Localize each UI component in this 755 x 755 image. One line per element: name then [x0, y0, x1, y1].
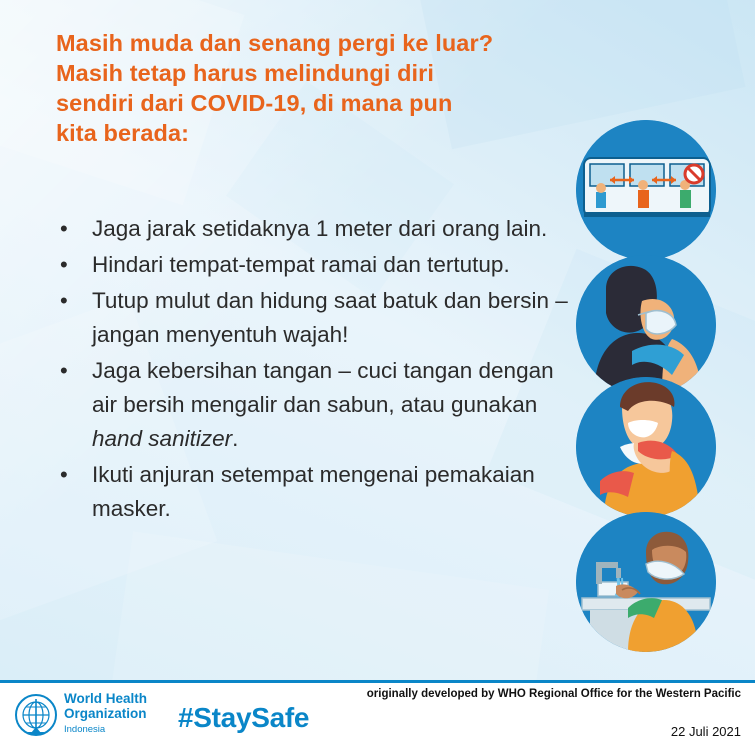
- headline-line: kita berada:: [56, 120, 190, 146]
- list-item: [48, 284, 578, 352]
- wash-hands-illustration: [576, 512, 716, 652]
- who-country-label: Indonesia: [64, 724, 106, 735]
- bullet-distance: Jaga jarak setidaknya 1 meter dari orang lain.: [92, 216, 548, 241]
- list-item: [48, 354, 578, 456]
- headline-line: sendiri dari COVID-19, di mana pun: [56, 90, 453, 116]
- who-wordmark: [64, 692, 147, 738]
- cover-cough-illustration: [576, 377, 716, 517]
- bullet-marker: •: [60, 358, 68, 383]
- credit-text: originally developed by WHO Regional Office for the Western Pacific: [366, 688, 741, 700]
- bullet-hands-before: Jaga kebersihan tangan – cuci tangan dengan air bersih mengalir dan sabun, atau gunakan: [92, 358, 554, 417]
- bullet-hands-italic: hand sanitizer: [92, 426, 233, 451]
- who-line-2: Organization: [64, 705, 147, 721]
- footer: [0, 680, 755, 755]
- bullet-marker: •: [60, 462, 68, 487]
- headline-line: Masih tetap harus melindungi diri: [56, 60, 435, 86]
- page-title: [56, 28, 616, 148]
- cover-cough-icon: [576, 377, 716, 517]
- bullet-mask: Ikuti anjuran setempat mengenai pemakaian masker.: [92, 462, 535, 521]
- bullet-cough: Tutup mulut dan hidung saat batuk dan bersin – jangan menyentuh wajah!: [92, 288, 568, 347]
- footer-divider: [0, 680, 755, 683]
- bullet-hands-after: .: [232, 426, 239, 451]
- who-logo: [14, 692, 147, 738]
- list-item: [48, 212, 578, 246]
- headline-line: Masih muda dan senang pergi ke luar?: [56, 30, 494, 56]
- bullet-marker: •: [60, 288, 68, 313]
- advice-list: [48, 212, 578, 528]
- bus-distancing-illustration: [576, 120, 716, 260]
- who-line-1: World Health: [64, 691, 148, 706]
- avoid-crowds-icon: [576, 255, 716, 395]
- bullet-crowds: Hindari tempat-tempat ramai dan tertutup.: [92, 252, 510, 277]
- who-emblem-icon: [14, 693, 58, 737]
- list-item: [48, 248, 578, 282]
- wash-hands-icon: [576, 512, 716, 652]
- bus-distancing-icon: [576, 120, 716, 260]
- list-item: [48, 458, 578, 526]
- hashtag-staysafe: #StaySafe: [178, 702, 310, 733]
- bullet-marker: •: [60, 216, 68, 241]
- publication-date: 22 Juli 2021: [670, 724, 741, 739]
- bullet-marker: •: [60, 252, 68, 277]
- avoid-crowds-illustration: [576, 255, 716, 395]
